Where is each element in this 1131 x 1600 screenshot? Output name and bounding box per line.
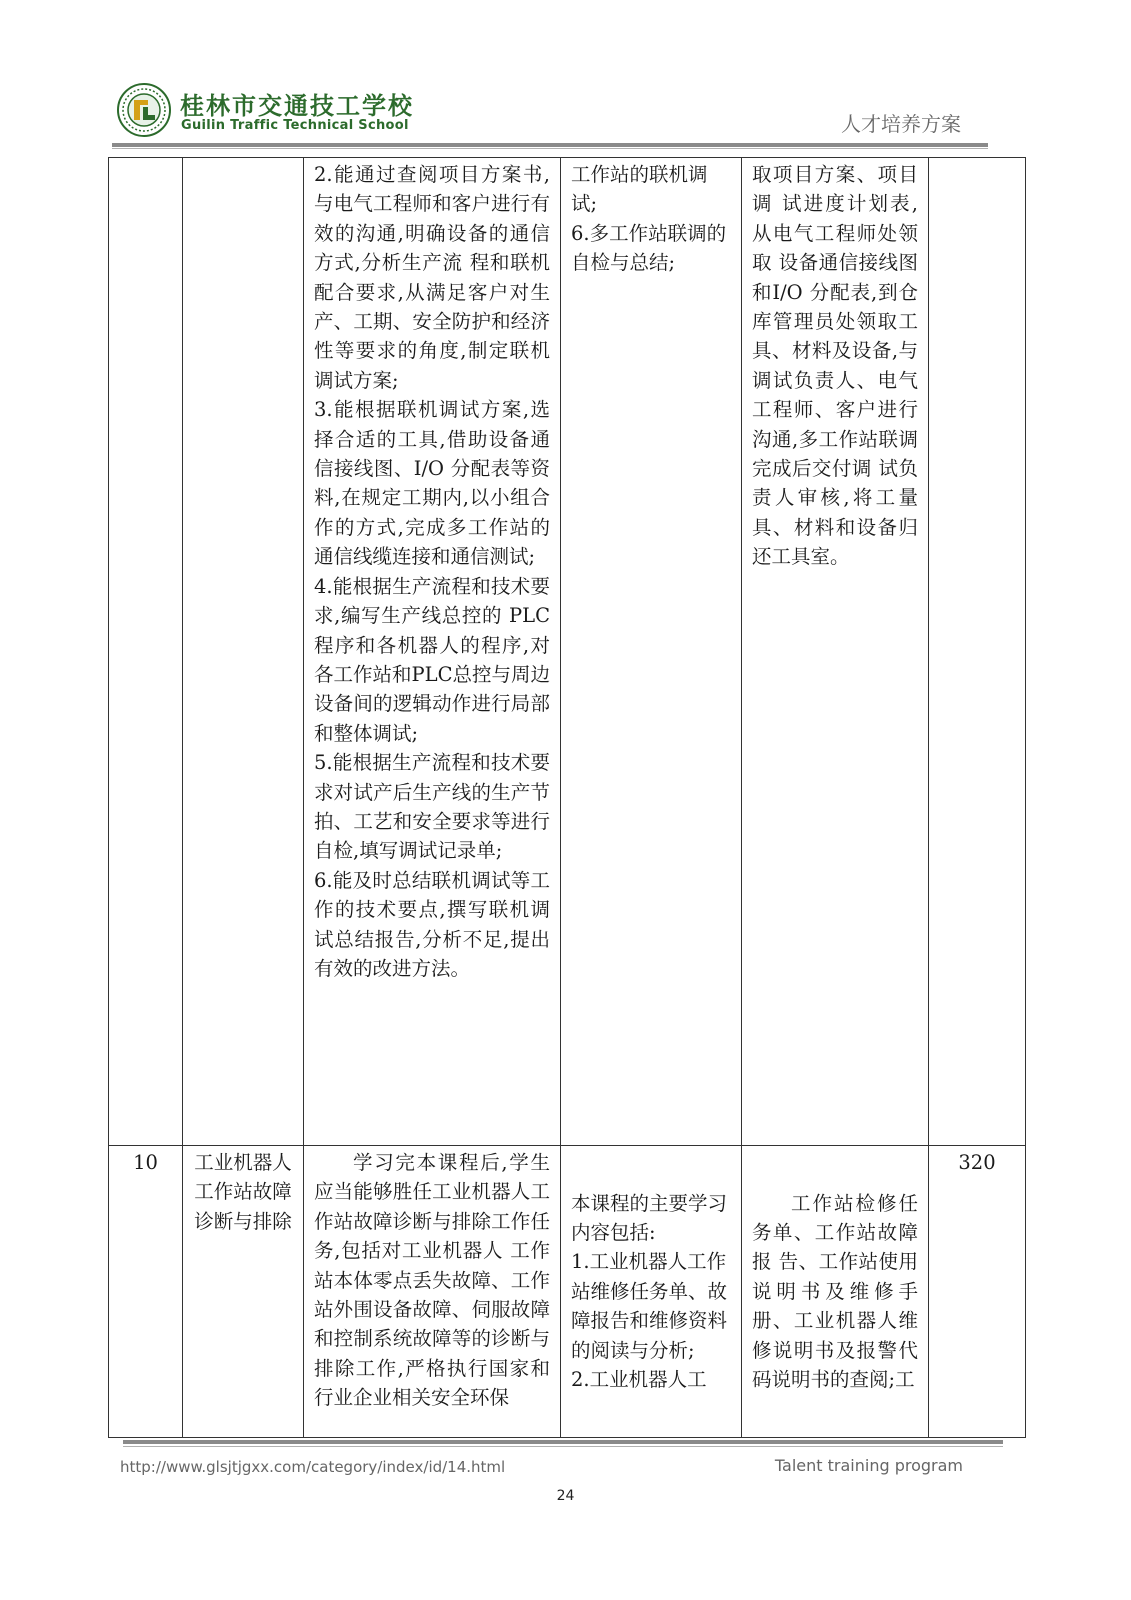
course-number — [109, 158, 183, 1146]
footer-url: http://www.glsjtjgxx.com/category/index/id/14.html — [120, 1458, 506, 1476]
footer-rule — [123, 1440, 1003, 1444]
course-objectives: 学习完本课程后,学生应当能够胜任工业机器人工作站故障诊断与排除工作任务,包括对工业机器人 工作站本体零点丢失故障、工作站外围设备故障、伺服故障和控制系统故障等的诊断与排除工作,严格执行国家和行业企业相关安全环保 — [304, 1146, 561, 1438]
document-type: 人才培养方案 — [841, 112, 961, 136]
page-number: 24 — [556, 1488, 575, 1504]
teaching-requirements: 取项目方案、项目调 试进度计划表,从电气工程师处领取 设备通信接线图和I/O 分配表,到仓 库管理员处领取工具、材料及设备,与调试负责人、电气工程师、客户进行沟通,多工作站联调完成后交付调 试负责人审核,将工量具、材料和设备归还工具室。 — [742, 158, 929, 1146]
course-name: 工业机器人工作站故障诊断与排除 — [183, 1146, 304, 1438]
course-name — [183, 158, 304, 1146]
header-rule-thin — [112, 148, 988, 149]
table-row — [109, 158, 1026, 1146]
table-row — [109, 1146, 1026, 1438]
page-header — [0, 0, 1131, 160]
course-number: 10 — [109, 1146, 183, 1438]
school-logo-icon — [117, 83, 171, 137]
teaching-requirements: 工作站检修任务单、工作站故障报 告、工作站使用说明书及维修手册、工业机器人维修说明书及报警代码说明书的查阅;工 — [742, 1146, 929, 1438]
school-name-en: Guilin Traffic Technical School — [181, 118, 409, 133]
course-hours — [929, 158, 1026, 1146]
course-content: 工作站的联机调试; 6.多工作站联调的自检与总结; — [561, 158, 742, 1146]
footer-program-label: Talent training program — [774, 1456, 963, 1475]
header-rule — [112, 143, 988, 147]
course-hours: 320 — [929, 1146, 1026, 1438]
curriculum-table — [108, 157, 1026, 1438]
course-objectives: 2.能通过查阅项目方案书,与电气工程师和客户进行有效的沟通,明确设备的通信方式,分析生产流 程和联机配合要求,从满足客户对生产、工期、安全防护和经济性等要求的角度,制定联机调试方案; 3.能根据联机调试方案,选择合适的工具,借助设备通信接线图、I/O 分配表等资料,在规定工期内,以小组合作的方式,完成多工作站的通信线缆连接和通信测试; 4.能根据生产流程和技术要求,编写生产线总控的 PLC 程序和各机器人的程序,对各工作站和PLC总控与周边设备间的逻辑动作进行局部和整体调试; 5.能根据生产流程和技术要求对试产后生产线的生产节拍、工艺和安全要求等进行自检,填写调试记录单; 6.能及时总结联机调试等工作的技术要点,撰写联机调试总结报告,分析不足,提出有效的改进方法。 — [304, 158, 561, 1146]
course-content: 本课程的主要学习内容包括: 1.工业机器人工作站维修任务单、故障报告和维修资料的阅读与分析; 2.工业机器人工 — [561, 1146, 742, 1438]
footer-rule-thin — [123, 1446, 1003, 1447]
school-name-cn: 桂林市交通技工学校 — [180, 92, 414, 120]
